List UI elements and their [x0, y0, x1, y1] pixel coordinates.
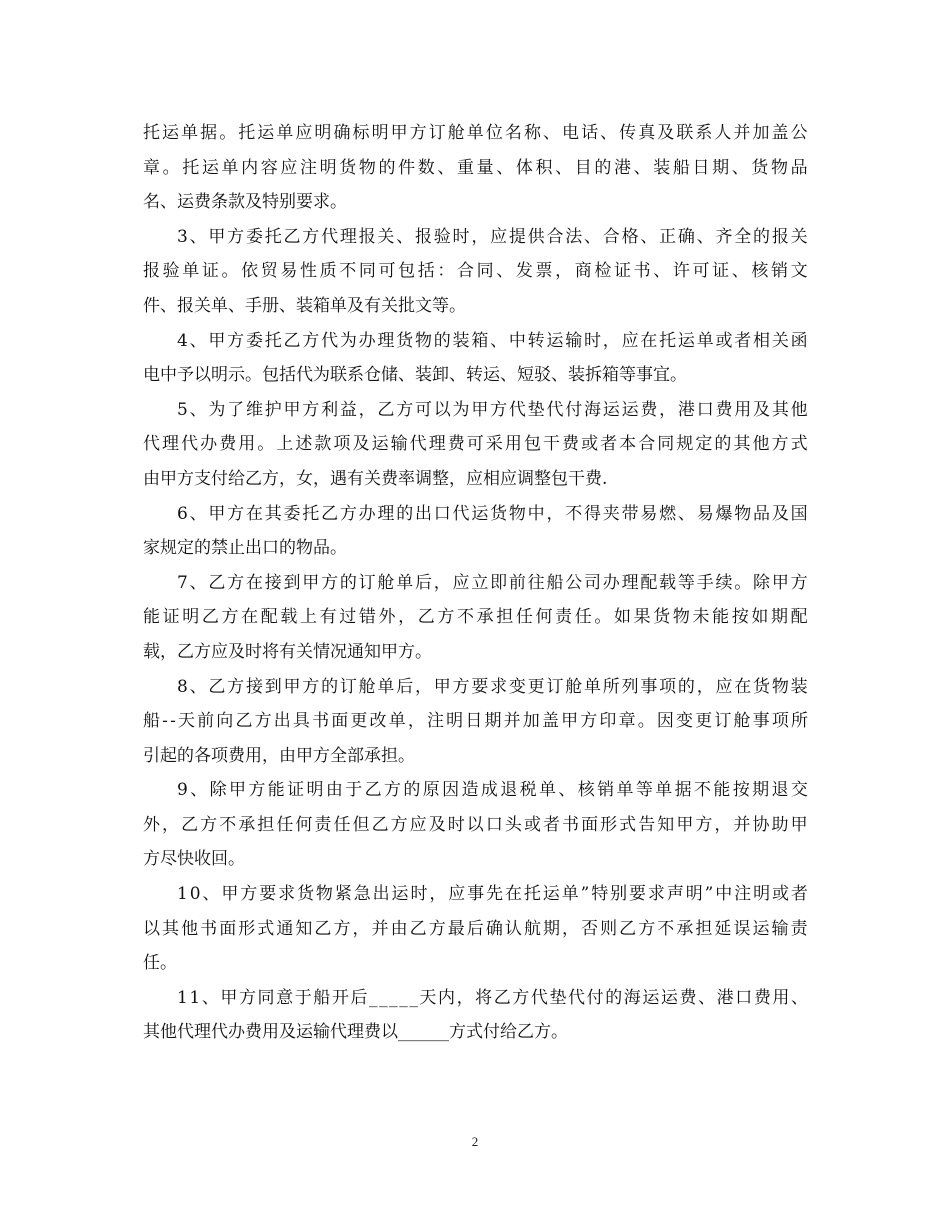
text-line: 引起的各项费用，由甲方全部承担。 — [143, 745, 415, 766]
text-line: 家规定的禁止出口的物品。 — [143, 538, 347, 559]
text-line: 1 0 、 甲 方 要 求 货 物 紧 急 出 运 时 ， 应 事 先 在 托 运 单 ” 特 别 要 求 声 明 ” 中 注 明 或 者 — [177, 884, 808, 905]
text-line: 其他代理代办费用及运输代理费以______方式付给乙方。 — [143, 1022, 568, 1043]
text-line: 载，乙方应及时将有关情况通知甲方。 — [143, 641, 432, 662]
text-line: 方尽快收回。 — [143, 849, 245, 870]
text-line: 任。 — [143, 953, 177, 974]
page-number: 2 — [471, 1134, 479, 1149]
text-line: 7 、 乙 方 在 接 到 甲 方 的 订 舱 单 后 ， 应 立 即 前 往 船 公 司 办 理 配 载 等 手 续 。 除 甲 方 — [177, 572, 808, 593]
text-line: 4 、 甲 方 委 托 乙 方 代 为 办 理 货 物 的 装 箱 、 中 转 运 输 时 ， 应 在 托 运 单 或 者 相 关 函 — [177, 330, 808, 351]
body-text — [143, 116, 808, 1050]
text-line: 3 、 甲 方 委 托 乙 方 代 理 报 关 、 报 验 时 ， 应 提 供 合 法 、 合 格 、 正 确 、 齐 全 的 报 关 — [177, 226, 808, 247]
text-line: 由甲方支付给乙方，女，遇有关费率调整，应相应调整包干费. — [143, 468, 608, 489]
text-line: 名、运费条款及特别要求。 — [143, 192, 347, 213]
text-line: 船 - - 天 前 向 乙 方 出 具 书 面 更 改 单 ， 注 明 日 期 并 加 盖 甲 方 印 章 。 因 变 更 订 舱 事 项 所 — [143, 711, 808, 732]
text-line: 9 、 除 甲 方 能 证 明 由 于 乙 方 的 原 因 造 成 退 税 单 、 核 销 单 等 单 据 不 能 按 期 退 交 — [177, 780, 808, 801]
text-line: 托 运 单 据 。 托 运 单 应 明 确 标 明 甲 方 订 舱 单 位 名 称 、 电 话 、 传 真 及 联 系 人 并 加 盖 公 — [143, 123, 808, 143]
text-line: 章 。 托 运 单 内 容 应 注 明 货 物 的 件 数 、 重 量 、 体 积 、 目 的 港 、 装 船 日 期 、 货 物 品 — [143, 157, 808, 178]
text-line: 8 、 乙 方 接 到 甲 方 的 订 舱 单 后 ， 甲 方 要 求 变 更 订 舱 单 所 列 事 项 的 ， 应 在 货 物 装 — [177, 676, 808, 697]
text-line: 6 、 甲 方 在 其 委 托 乙 方 办 理 的 出 口 代 运 货 物 中 ， 不 得 夹 带 易 燃 、 易 爆 物 品 及 国 — [177, 503, 808, 524]
text-line: 代 理 代 办 费 用 。 上 述 款 项 及 运 输 代 理 费 可 采 用 包 干 费 或 者 本 合 同 规 定 的 其 他 方 式 — [143, 434, 808, 455]
text-line: 能 证 明 乙 方 在 配 载 上 有 过 错 外 ， 乙 方 不 承 担 任 何 责 任 。 如 果 货 物 未 能 按 如 期 配 — [143, 607, 808, 628]
text-line: 5 、 为 了 维 护 甲 方 利 益 ， 乙 方 可 以 为 甲 方 代 垫 代 付 海 运 运 费 ， 港 口 费 用 及 其 他 — [177, 399, 808, 420]
text-line: 外 ， 乙 方 不 承 担 任 何 责 任 但 乙 方 应 及 时 以 口 头 或 者 书 面 形 式 告 知 甲 方 ， 并 协 助 甲 — [143, 814, 808, 835]
text-line: 1 1 、 甲 方 同 意 于 船 开 后 _ _ _ _ _ 天 内 ， 将 乙 方 代 垫 代 付 的 海 运 运 费 、 港 口 费 用 、 — [177, 987, 808, 1008]
text-line: 报 验 单 证 。 依 贸 易 性 质 不 同 可 包 括 ： 合 同 、 发 票 ， 商 检 证 书 、 许 可 证 、 核 销 文 — [143, 261, 808, 282]
text-line: 电中予以明示。包括代为联系仓储、装卸、转运、短驳、装拆箱等事宜。 — [143, 365, 687, 386]
text-line: 件、报关单、手册、装箱单及有关批文等。 — [143, 295, 466, 316]
text-line: 以 其 他 书 面 形 式 通 知 乙 方 ， 并 由 乙 方 最 后 确 认 航 期 ， 否 则 乙 方 不 承 担 延 误 运 输 责 — [143, 918, 808, 939]
